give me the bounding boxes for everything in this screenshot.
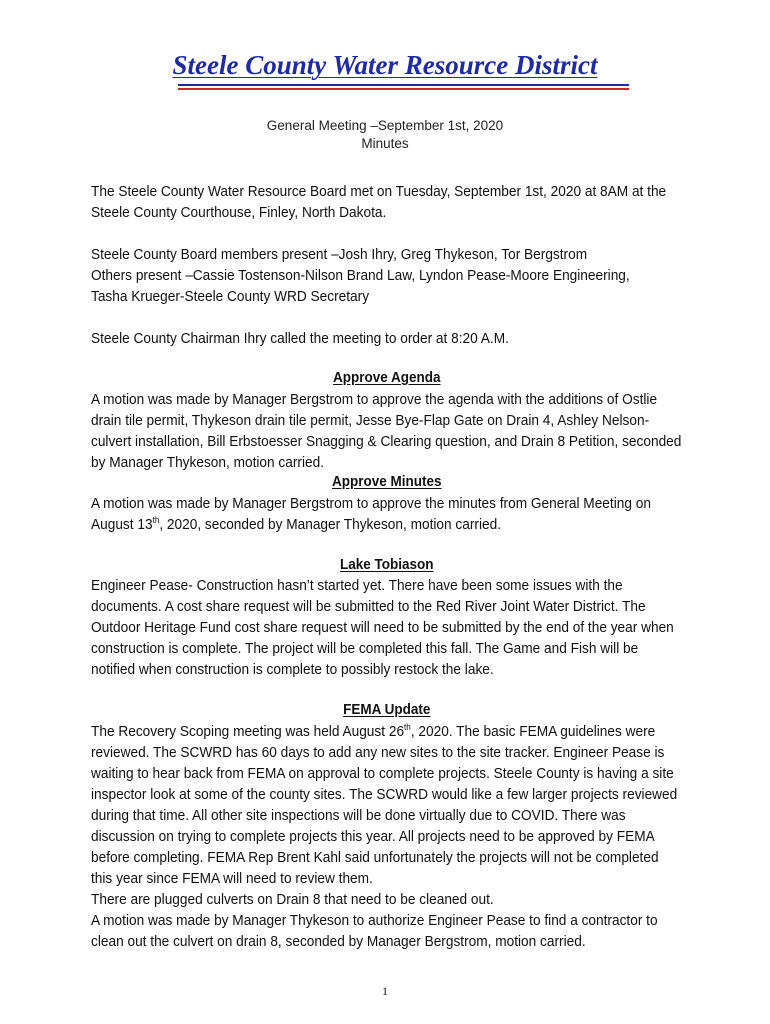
call-to-order <box>91 328 732 349</box>
agenda-line: culvert installation, Bill Erbstoesser Snagging & Clearing question, and Drain 8 Petition, seconded <box>91 433 682 450</box>
page-number: 1 <box>382 984 388 998</box>
document-title: Steele County Water Resource District <box>172 50 598 80</box>
fema-line: There are plugged culverts on Drain 8 that need to be cleaned out. <box>91 891 494 908</box>
lake-line: Engineer Pease- Construction hasn’t started yet. There have been some issues with the <box>91 577 623 594</box>
heading-approve-minutes: Approve Minutes <box>332 473 442 490</box>
board-members: Steele County Board members present –Josh Ihry, Greg Thykeson, Tor Bergstrom <box>91 246 588 263</box>
agenda-line: A motion was made by Manager Bergstrom to approve the agenda with the additions of Ostlie <box>91 391 658 408</box>
lake-line: Outdoor Heritage Fund cost share request will need to be submitted by the end of the year when <box>91 619 674 636</box>
lake-line: notified when construction is complete to possibly restock the lake. <box>91 661 494 678</box>
fema-line: clean out the culvert on drain 8, seconded by Manager Bergstrom, motion carried. <box>91 933 586 950</box>
minutes-line <box>91 514 732 535</box>
fema-line: before completing. FEMA Rep Brent Kahl said unfortunately the projects will not be completed <box>91 849 659 866</box>
others-present: Others present –Cassie Tostenson-Nilson Brand Law, Lyndon Pease-Moore Engineering, <box>91 267 630 284</box>
minutes-date: August 13 <box>91 516 153 533</box>
title-rule-blue <box>178 84 629 86</box>
minutes-paragraph <box>91 493 732 535</box>
fema-line: inspector look at some of the county sites. The SCWRD would like a few larger projects reviewed <box>91 786 678 803</box>
fema-line: this year since FEMA will need to review them. <box>91 870 373 887</box>
agenda-paragraph <box>91 389 732 473</box>
fema-line-start: The Recovery Scoping meeting was held August 26 <box>91 723 405 740</box>
ordinal-suffix: th <box>404 721 411 732</box>
fema-line: discussion on trying to complete projects this year. All projects need to be approved by FEMA <box>91 828 655 845</box>
heading-fema-update: FEMA Update <box>343 701 431 718</box>
fema-line: reviewed. The SCWRD has 60 days to add any new sites to the site tracker. Engineer Pease is <box>91 744 665 761</box>
lake-line: documents. A cost share request will be submitted to the Red River Joint Water District. The <box>91 598 646 615</box>
fema-line-rest: , 2020. The basic FEMA guidelines were <box>410 723 656 740</box>
lake-paragraph <box>91 575 732 680</box>
intro-line: The Steele County Water Resource Board met on Tuesday, September 1st, 2020 at 8AM at the <box>91 183 667 200</box>
heading-approve-agenda: Approve Agenda <box>333 369 441 386</box>
fema-paragraph <box>91 721 732 952</box>
intro-paragraph <box>91 181 732 223</box>
meeting-date: General Meeting –September 1st, 2020 <box>266 118 504 133</box>
fema-line: A motion was made by Manager Thykeson to authorize Engineer Pease to find a contractor to <box>91 912 658 929</box>
heading-lake-tobiason: Lake Tobiason <box>340 556 434 573</box>
document-type: Minutes <box>361 136 409 151</box>
lake-line: construction is complete. The project will be completed this fall. The Game and Fish will be <box>91 640 639 657</box>
call-to-order-text: Steele County Chairman Ihry called the meeting to order at 8:20 A.M. <box>91 330 509 347</box>
fema-line: waiting to hear back from FEMA on approval to complete projects. Steele County is having a site <box>91 765 674 782</box>
title-rule-red <box>178 88 629 90</box>
intro-line: Steele County Courthouse, Finley, North Dakota. <box>91 204 387 221</box>
agenda-line: drain tile permit, Thykeson drain tile permit, Jesse Bye-Flap Gate on Drain 4, Ashley Nelson- <box>91 412 650 429</box>
ordinal-suffix: th <box>152 514 160 525</box>
fema-line <box>91 721 732 742</box>
minutes-line-rest: , 2020, seconded by Manager Thykeson, motion carried. <box>159 516 502 533</box>
attendance-paragraph <box>91 244 732 307</box>
minutes-line: A motion was made by Manager Bergstrom to approve the minutes from General Meeting on <box>91 495 651 512</box>
fema-line: during that time. All other site inspections will be done virtually due to COVID. There was <box>91 807 626 824</box>
agenda-line: by Manager Thykeson, motion carried. <box>91 454 325 471</box>
others-present: Tasha Krueger-Steele County WRD Secretary <box>91 288 370 305</box>
